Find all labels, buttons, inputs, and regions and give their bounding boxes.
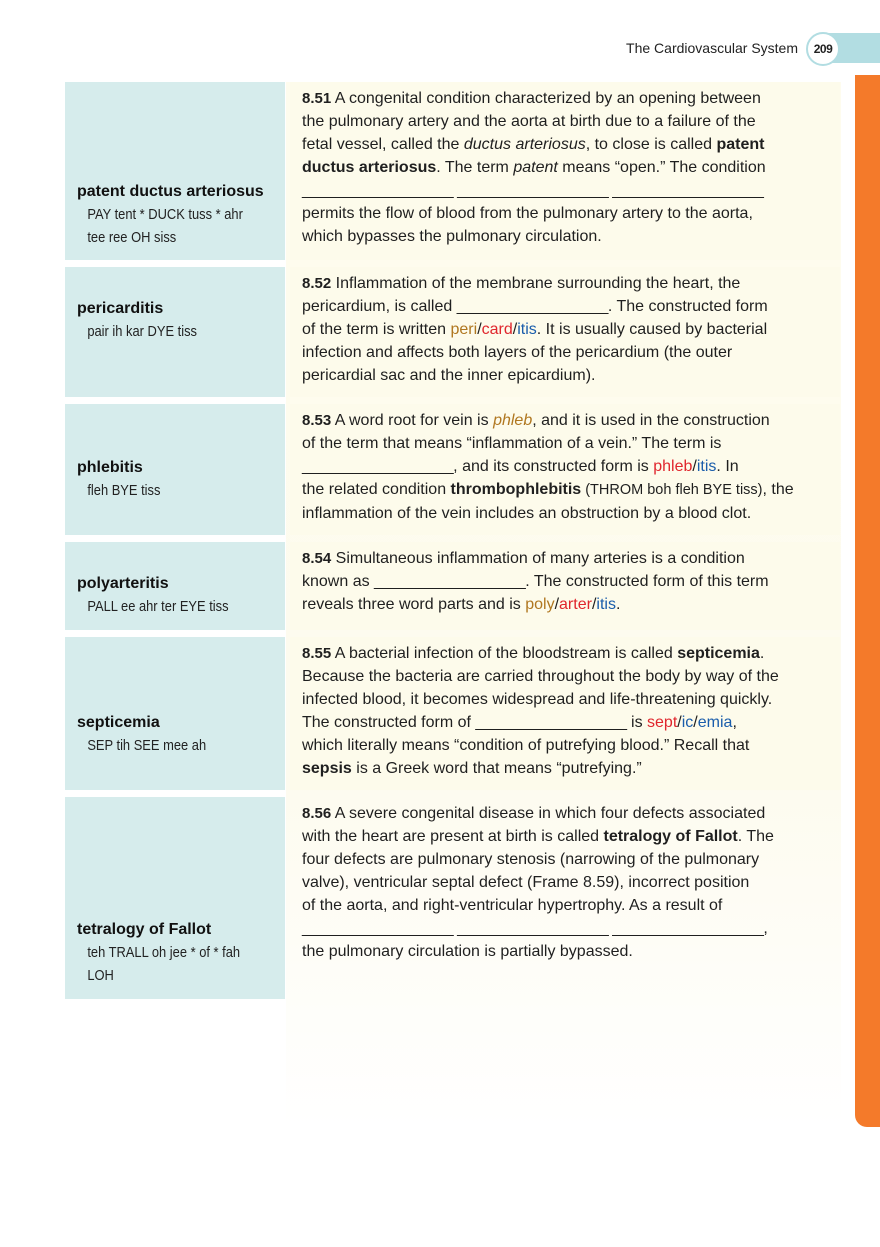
word-part-root: card (481, 321, 513, 338)
frame-text-cell (290, 797, 840, 1129)
frame-text-cell (290, 82, 840, 260)
word-part-prefix: poly (525, 596, 555, 613)
term-pronunciation: PALL ee ahr ter EYE tiss (87, 598, 229, 615)
frame-text: 8.54 Simultaneous inflammation of many arteries is a condition known as __________________. The constructed form of this term reveals three word parts and is poly/arter/itis. (302, 550, 769, 613)
term-name: septicemia (77, 714, 160, 731)
term-name: pericarditis (77, 300, 164, 317)
running-header-title: The Cardiovascular System (626, 40, 798, 56)
frame-number: 8.55 (302, 645, 332, 662)
answer-blank[interactable]: __________________ __________________ __________________ (302, 182, 764, 199)
term-cell (65, 404, 285, 535)
term-pronunciation: fleh BYE tiss (87, 482, 161, 499)
frame-text: 8.53 A word root for vein is phleb, and it is used in the construction of the term that means “inflammation of a vein.” The term is __________________, and its constructed form is phleb/itis. In the related condition thrombophlebitis (THROM boh fleh BYE tiss), the inflammation of the vein includes an obstruction by a blood clot. (302, 412, 794, 522)
frame-8-55 (65, 637, 840, 790)
term-name: polyarteritis (77, 575, 169, 592)
frame-8-51 (65, 82, 840, 260)
frame-number: 8.54 (302, 550, 332, 567)
frame-text-cell (290, 637, 840, 790)
word-part-root: sept (647, 714, 678, 731)
word-part-suffix: ic (681, 714, 694, 731)
frame-number: 8.52 (302, 275, 332, 292)
answer-blank[interactable]: __________________ (374, 573, 526, 590)
frame-text-cell (290, 267, 840, 397)
word-part-root: phleb (653, 458, 693, 475)
term-cell (65, 797, 285, 999)
term-pronunciation-cont: tee ree OH siss (87, 229, 177, 246)
word-part-suffix: itis (596, 596, 616, 613)
frame-text: 8.55 A bacterial infection of the bloodstream is called septicemia. Because the bacteria are carried throughout the body by way of the infected blood, it becomes widespread and life-threatening quickly. The constructed form of __________________ is sept/ic/emia, which literally means “condition of putrefying blood.” Recall that sepsis is a Greek word that means “putrefying.” (302, 645, 779, 777)
term-cell (65, 637, 285, 790)
term-pronunciation: pair ih kar DYE tiss (87, 323, 198, 340)
frame-number: 8.56 (302, 805, 332, 822)
word-part-root: arter (559, 596, 592, 613)
frame-text-cell (290, 542, 840, 630)
answer-blank[interactable]: __________________ __________________ __________________, (302, 920, 768, 937)
term-name: patent ductus arteriosus (77, 183, 264, 200)
term-pronunciation: SEP tih SEE mee ah (87, 737, 207, 754)
frame-number: 8.53 (302, 412, 332, 429)
term-name: tetralogy of Fallot (77, 921, 212, 938)
frame-text: 8.51 A congenital condition characterized by an opening between the pulmonary artery and the aorta at birth due to a failure of the fetal vessel, called the ductus arteriosus, to close is called patent ductus arteriosus. The term patent means “open.” The condition __________________ __________________ __________________ permits the flow of blood from the pulmonary artery to the aorta, which bypasses the pulmonary circulation. (302, 87, 832, 248)
chapter-side-tab (855, 75, 880, 1127)
frame-8-53 (65, 404, 840, 535)
term-cell (65, 542, 285, 630)
answer-blank[interactable]: __________________ (456, 298, 608, 315)
term-pronunciation: PAY tent * DUCK tuss * ahr (87, 206, 243, 223)
frame-8-52 (65, 267, 840, 397)
frame-text-cell (290, 404, 840, 535)
answer-blank[interactable]: __________________ (475, 714, 627, 731)
term-pronunciation: teh TRALL oh jee * of * fah (87, 944, 241, 961)
frame-8-56 (65, 797, 840, 999)
answer-blank[interactable]: __________________ (302, 458, 454, 475)
word-root-italic: phleb (493, 412, 533, 429)
term-cell (65, 267, 285, 397)
frame-8-54 (65, 542, 840, 630)
word-part-prefix: peri (450, 321, 478, 338)
frame-text: 8.56 A severe congenital disease in which four defects associated with the heart are present at birth is called tetralogy of Fallot. The four defects are pulmonary stenosis (narrowing of the pulmonary valve), ventricular septal defect (Frame 8.59), incorrect position of the aorta, and right-ventricular hypertrophy. As a result of __________________ __________________ __________________, the pulmonary circulation is partially bypassed. (302, 802, 832, 963)
frame-number: 8.51 (302, 90, 332, 107)
term-name: phlebitis (77, 459, 143, 476)
page-number-badge: 209 (806, 32, 840, 66)
word-part-suffix: itis (517, 321, 537, 338)
term-cell (65, 82, 285, 260)
word-part-suffix: emia (697, 714, 733, 731)
frame-text: 8.52 Inflammation of the membrane surrounding the heart, the pericardium, is called __________________. The constructed form of the term is written peri/card/itis. It is usually caused by bacterial infection and affects both layers of the pericardium (the outer pericardial sac and the inner epicardium). (302, 275, 768, 384)
word-part-suffix: itis (696, 458, 717, 475)
term-pronunciation-cont: LOH (87, 967, 114, 984)
